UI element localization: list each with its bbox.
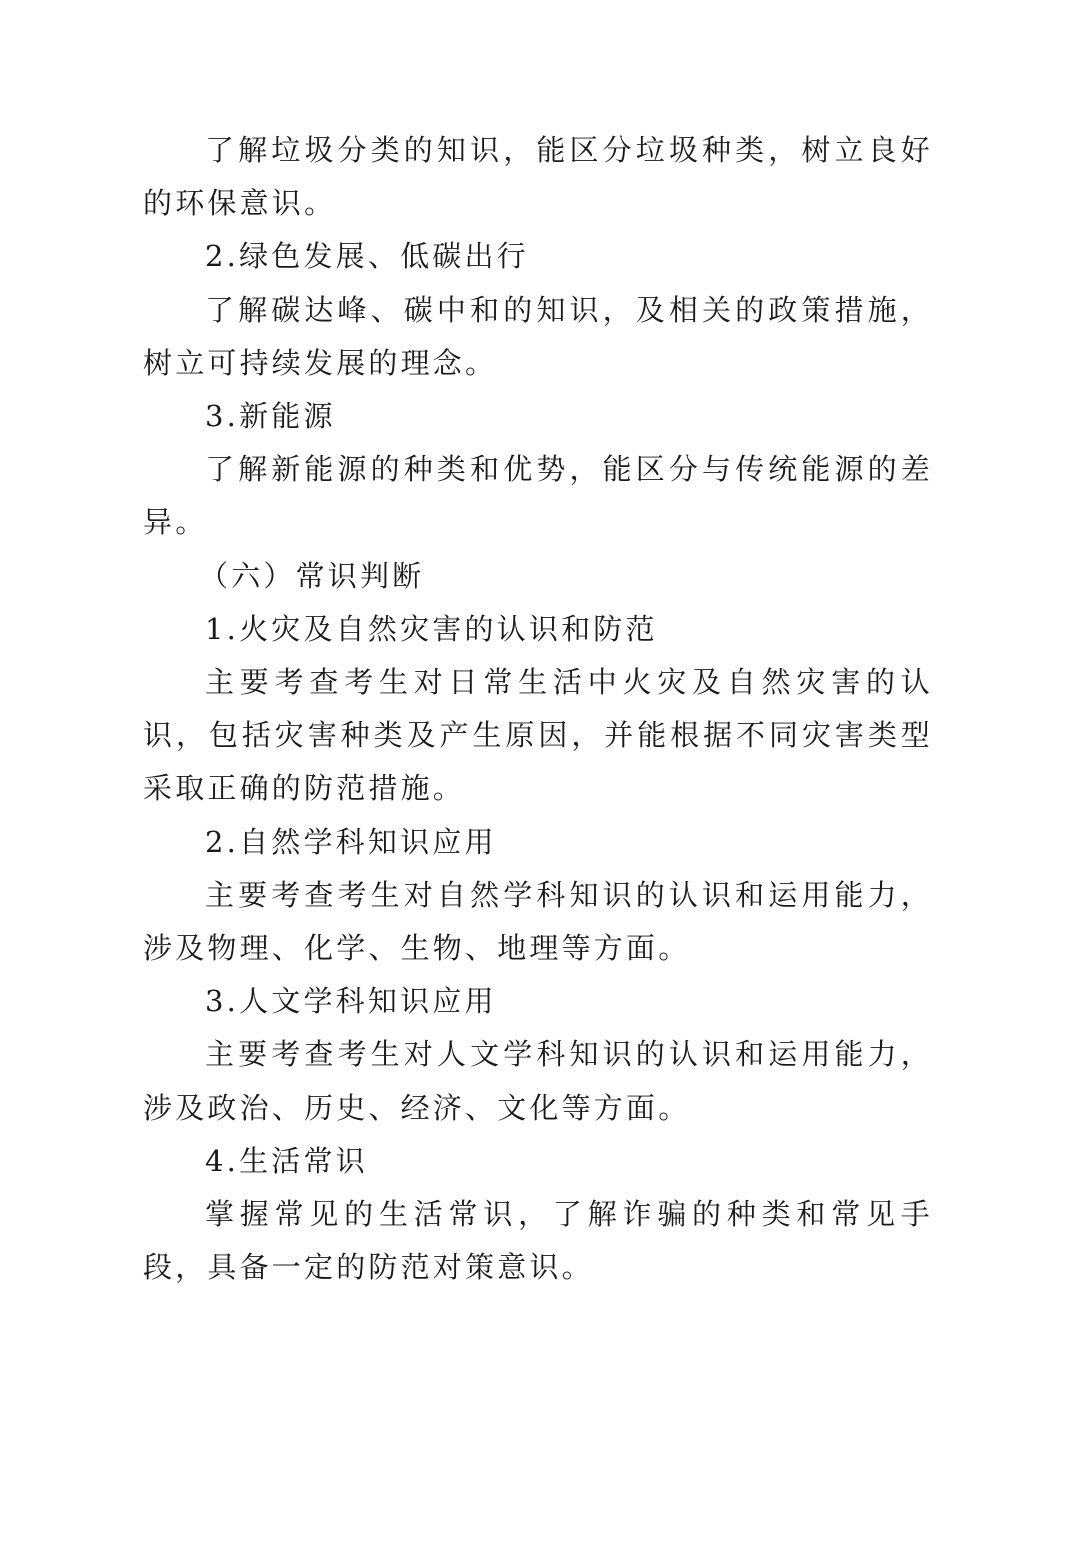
paragraph-natural-science: 主要考查考生对自然学科知识的认识和运用能力，涉及物理、化学、生物、地理等方面。 — [143, 877, 933, 966]
section-heading-common-sense: （六）常识判断 — [199, 558, 425, 593]
heading-life-common-sense: 4.生活常识 — [205, 1143, 368, 1178]
paragraph-life-common-sense: 掌握常见的生活常识，了解诈骗的种类和常见手段，具备一定的防范对策意识。 — [143, 1197, 933, 1285]
paragraph-carbon-neutral: 了解碳达峰、碳中和的知识，及相关的政策措施，树立可持续发展的理念。 — [143, 292, 933, 380]
paragraph-waste-sorting: 了解垃圾分类的知识，能区分垃圾种类，树立良好的环保意识。 — [143, 133, 933, 221]
document-page — [143, 124, 933, 1294]
heading-green-development: 2.绿色发展、低碳出行 — [205, 239, 529, 274]
heading-new-energy: 3.新能源 — [205, 399, 336, 434]
heading-humanities: 3.人文学科知识应用 — [205, 984, 497, 1019]
paragraph-new-energy: 了解新能源的种类和优势，能区分与传统能源的差异。 — [143, 452, 933, 540]
paragraph-humanities: 主要考查考生对人文学科知识的认识和运用能力，涉及政治、历史、经济、文化等方面。 — [143, 1037, 933, 1125]
heading-natural-science: 2.自然学科知识应用 — [205, 824, 497, 859]
paragraph-disaster-prevention: 主要考查考生对日常生活中火灾及自然灾害的认识，包括灾害种类及产生原因，并能根据不同灾害类型采取正确的防范措施。 — [143, 665, 933, 806]
heading-disaster-prevention: 1.火灾及自然灾害的认识和防范 — [205, 611, 658, 646]
